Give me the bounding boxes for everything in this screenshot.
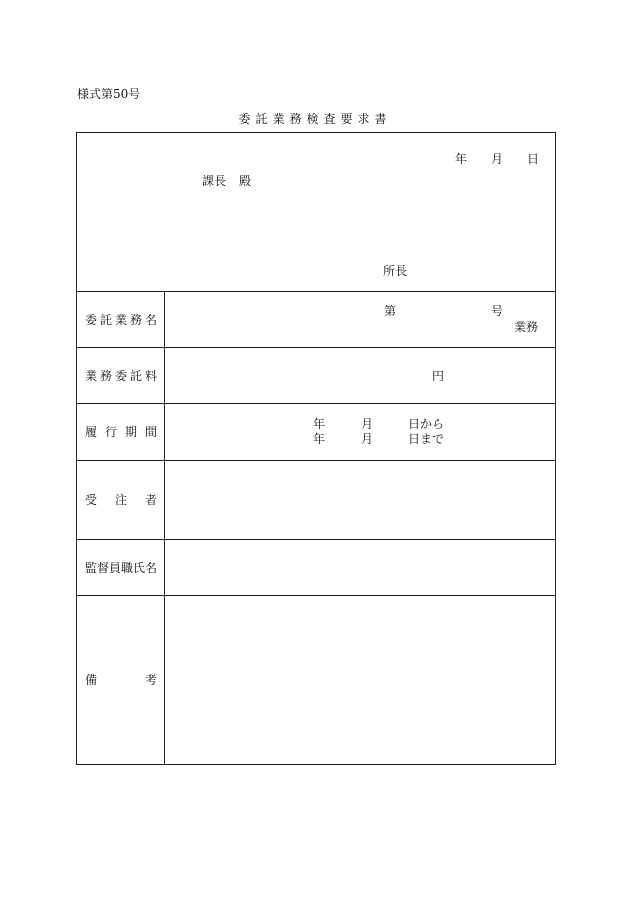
divider-fee (77, 347, 555, 348)
fee-label: 業 務 委 託 料 (85, 369, 157, 383)
divider-supervisor (77, 539, 555, 540)
document-title: 委託業務検査要求書 (238, 112, 392, 126)
request-form (76, 132, 556, 765)
business-number-suffix: 号 (491, 304, 504, 318)
period-end-day: 日まで (408, 432, 445, 446)
divider-remarks (77, 595, 555, 596)
contractor-label: 受 注 者 (85, 493, 157, 507)
date-year-label: 年 (455, 152, 468, 166)
divider-business-name (77, 291, 555, 292)
period-start-day: 日から (408, 417, 445, 431)
fee-unit: 円 (432, 369, 445, 383)
remarks-label: 備 考 (85, 673, 157, 687)
honorific-label: 殿 (239, 174, 252, 188)
business-name-label: 委 託 業 務 名 (85, 313, 157, 327)
business-suffix: 業務 (514, 320, 539, 334)
period-end-month: 月 (361, 432, 374, 446)
period-start-month: 月 (361, 417, 374, 431)
addressee-title: 課長 (202, 174, 227, 188)
divider-contractor (77, 460, 555, 461)
business-number-prefix: 第 (384, 304, 397, 318)
period-start-year: 年 (313, 417, 326, 431)
label-column-divider (164, 291, 165, 764)
period-label: 履 行 期 間 (85, 425, 157, 439)
sender-title: 所長 (383, 264, 408, 278)
period-end-year: 年 (313, 432, 326, 446)
form-number: 様式第50号 (77, 87, 141, 101)
supervisor-label: 監督員職氏名 (85, 561, 158, 575)
divider-period (77, 403, 555, 404)
date-month-label: 月 (491, 152, 504, 166)
date-day-label: 日 (527, 152, 540, 166)
